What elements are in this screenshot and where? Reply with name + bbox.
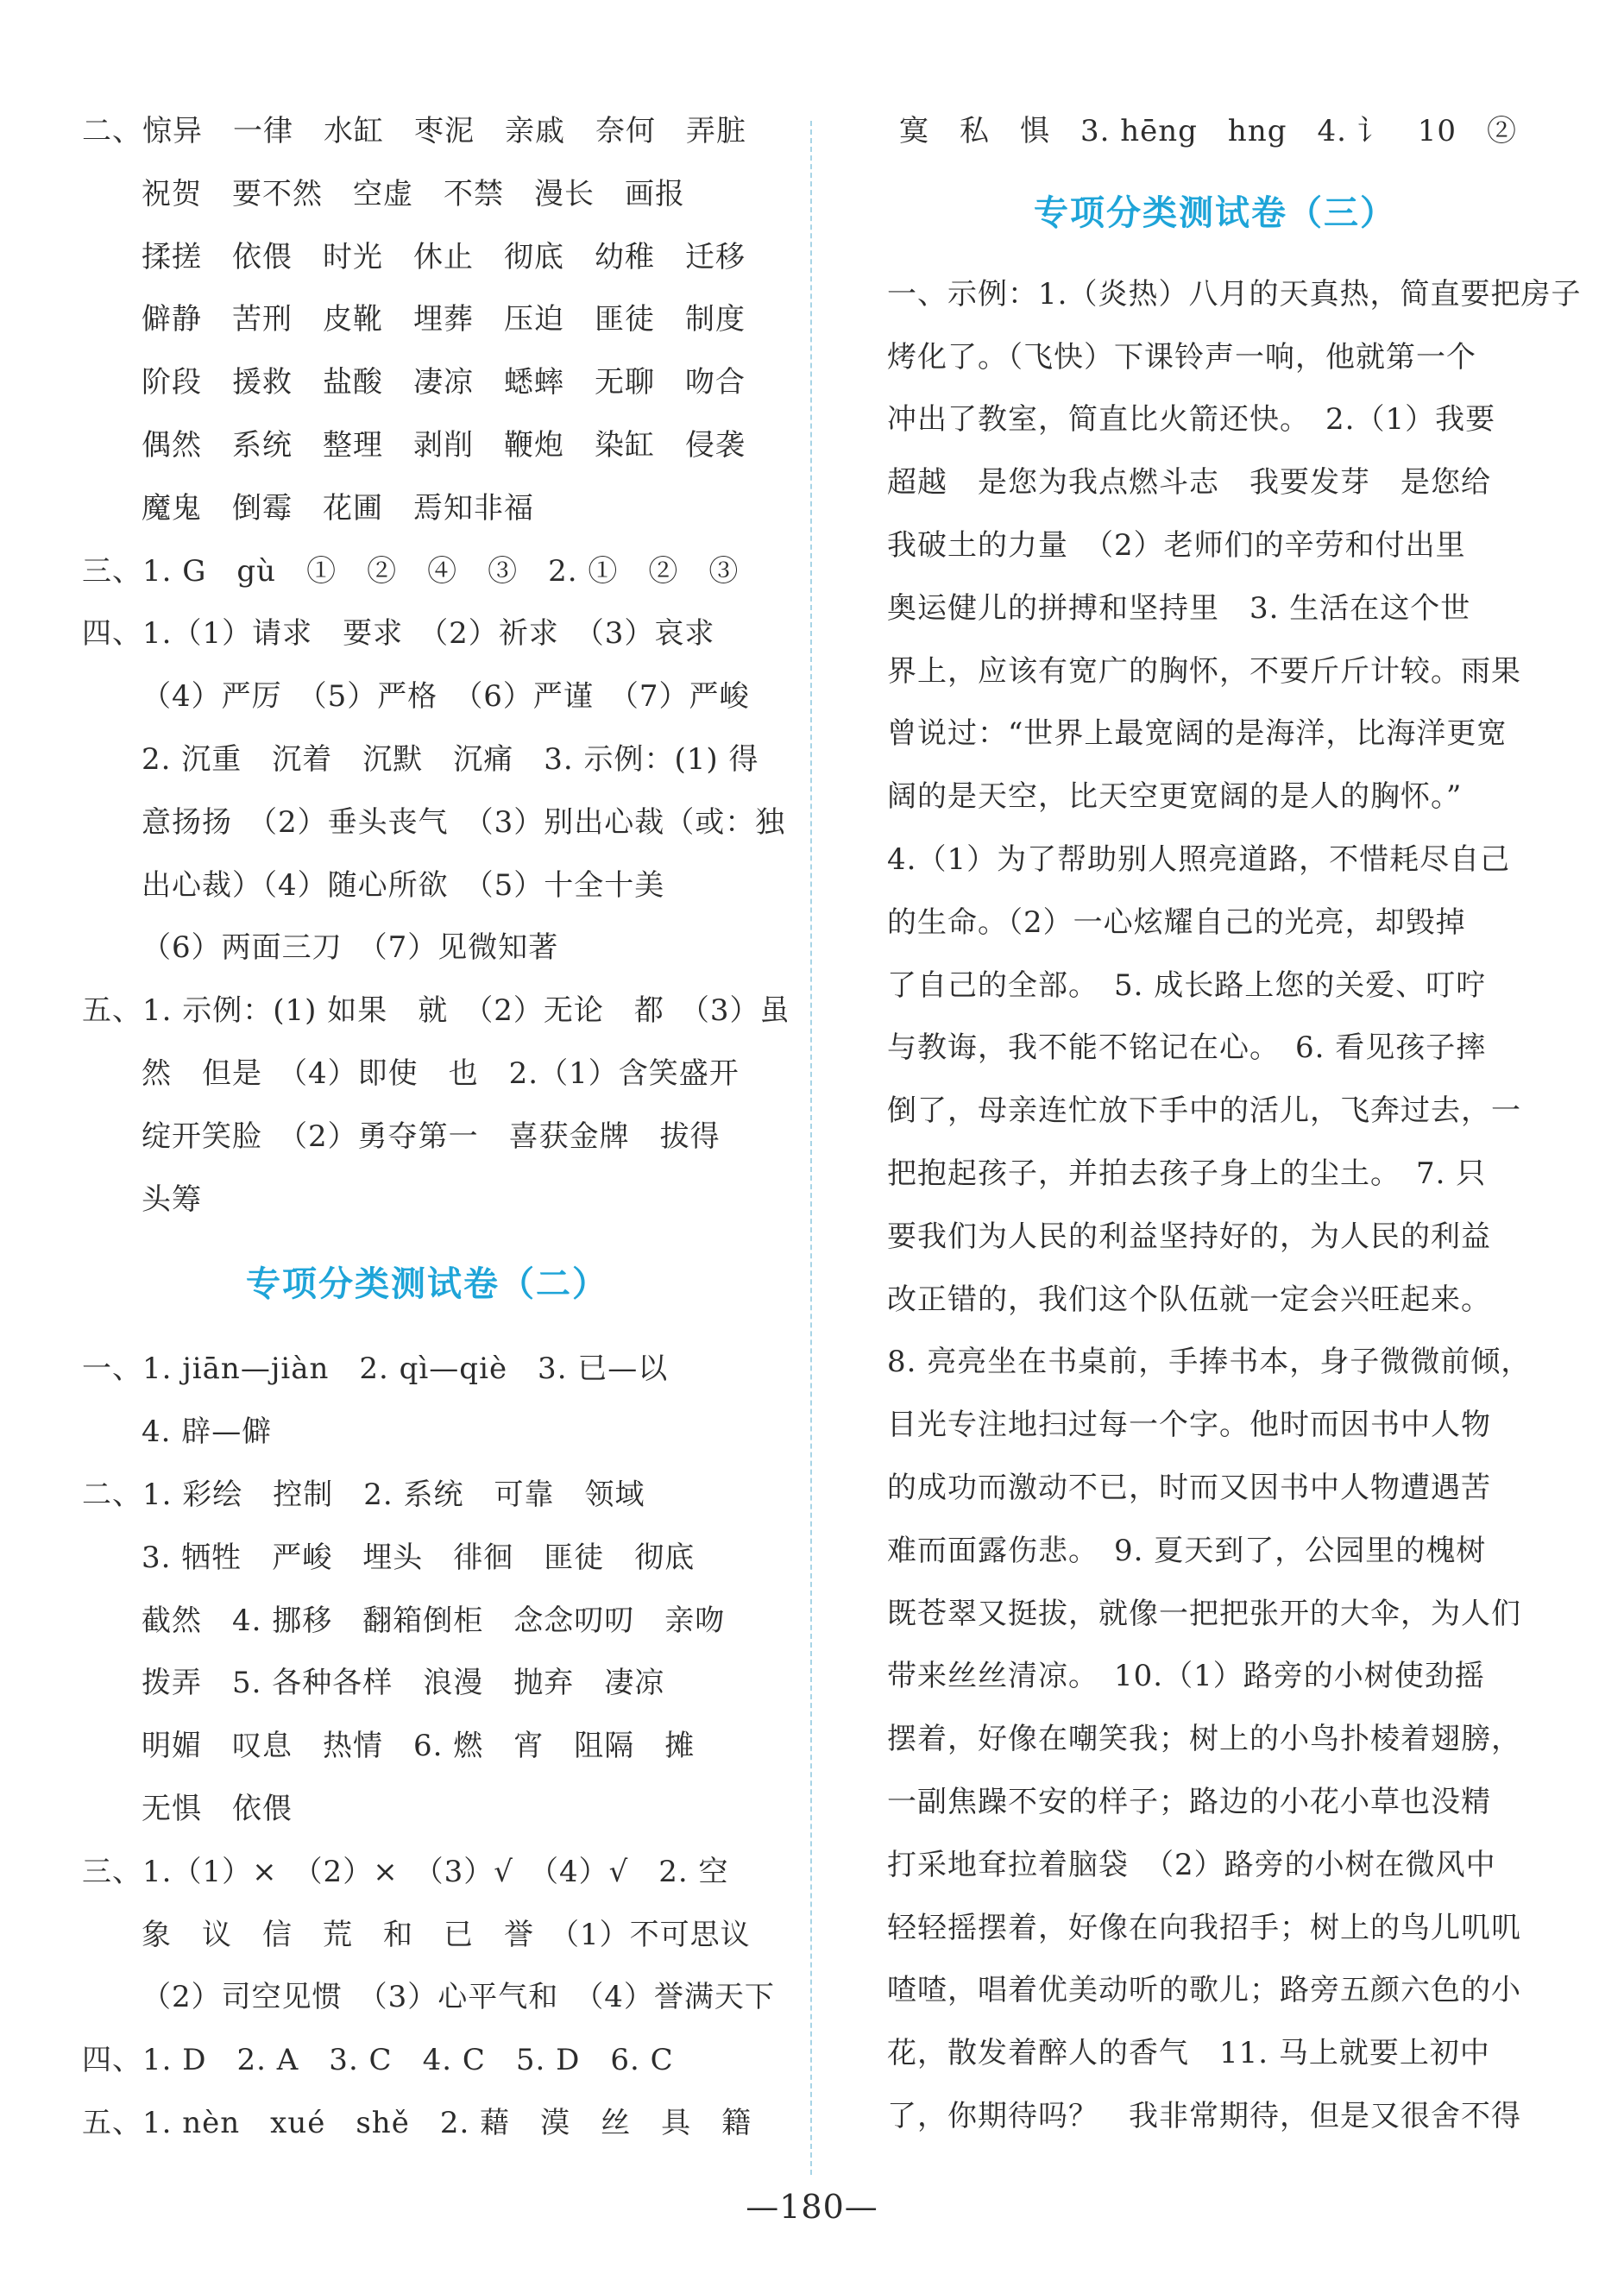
answer-line: 三、1.（1）× （2）× （3）√ （4）√ 2. 空	[82, 1854, 729, 1889]
answer-line: 一、1. jiān—jiàn 2. qì—qiè 3. 已—以	[82, 1352, 669, 1387]
answer-line: 头筹	[142, 1181, 202, 1217]
left-answers-part-1	[82, 100, 790, 1231]
answer-line: 改正错的，我们这个队伍就一定会兴旺起来。	[887, 1282, 1491, 1317]
answer-line: 倒了，母亲连忙放下手中的活儿，飞奔过去，一	[887, 1093, 1521, 1129]
answer-line: 超越 是您为我点燃斗志 我要发芽 是您给	[887, 465, 1491, 501]
answer-line: 4. 辟—僻	[142, 1415, 273, 1450]
answer-line: 与教诲，我不能不铭记在心。 6. 看见孩子摔	[887, 1030, 1487, 1066]
answer-line: 四、1.（1）请求 要求 （2）祈求 （3）哀求	[82, 616, 715, 652]
answer-line: 象 议 信 荒 和 已 誉 （1）不可思议	[142, 1917, 751, 1952]
answer-line: 然 但是 （4）即使 也 2.（1）含笑盛开	[142, 1055, 740, 1091]
answer-line: 摆着，好像在嘲笑我；树上的小鸟扑棱着翅膀，	[887, 1722, 1521, 1757]
answer-line: 阔的是天空，比天空更宽阔的是人的胸怀。”	[887, 779, 1463, 815]
answer-line: 曾说过：“世界上最宽阔的是海洋，比海洋更宽	[887, 716, 1508, 752]
answer-line: 三、1. G gù ① ② ④ ③ 2. ① ② ③	[82, 553, 740, 589]
answer-line: 僻静 苦刑 皮靴 埋葬 压迫 匪徒 制度	[142, 302, 746, 337]
section-heading-2: 专项分类测试卷（二）	[246, 1264, 608, 1305]
answer-line: 绽开笑脸 （2）勇夺第一 喜获金牌 拔得	[142, 1118, 721, 1154]
answer-line: 打采地耷拉着脑袋 （2）路旁的小树在微风中	[887, 1847, 1496, 1882]
answer-line: 把抱起孩子，并拍去孩子身上的尘土。 7. 只	[887, 1156, 1487, 1191]
answer-line: 祝贺 要不然 空虚 不禁 漫长 画报	[142, 176, 685, 211]
answer-line: 4.（1）为了帮助别人照亮道路，不惜耗尽自己	[887, 841, 1511, 877]
answer-line: 阶段 援救 盐酸 凄凉 蟋蟀 无聊 吻合	[142, 365, 746, 400]
answer-line: 轻轻摇摆着，好像在向我招手；树上的鸟儿叽叽	[887, 1910, 1521, 1945]
answer-line: （2）司空见惯 （3）心平气和 （4）誉满天下	[142, 1980, 775, 2015]
answer-line: 既苍翠又挺拔，就像一把把张开的大伞，为人们	[887, 1596, 1521, 1631]
right-top-line: 寞 私 惧 3. hēng hng 4. 讠 10 ②	[899, 114, 1517, 148]
answer-line: 五、1. nèn xué shě 2. 藉 漠 丝 具 籍	[82, 2105, 752, 2140]
answer-line: 的成功而激动不已，时而又因书中人物遭遇苦	[887, 1470, 1491, 1505]
answer-line: 二、1. 彩绘 控制 2. 系统 可靠 领域	[82, 1477, 645, 1512]
page-number: —180—	[746, 2188, 878, 2226]
answer-line: 冲出了教室，简直比火箭还快。 2.（1）我要	[887, 402, 1496, 438]
section-heading-3: 专项分类测试卷（三）	[1034, 192, 1396, 233]
answer-line: 五、1. 示例：(1) 如果 就 （2）无论 都 （3）虽	[82, 993, 790, 1029]
right-answers	[887, 263, 1582, 2148]
answer-line: 了，你期待吗？ 我非常期待，但是又很舍不得	[887, 2098, 1521, 2133]
answer-line: 偶然 系统 整理 剥削 鞭炮 染缸 侵袭	[142, 427, 746, 463]
left-answers-part-2	[82, 1338, 790, 2154]
answer-line: 3. 牺牲 严峻 埋头 徘徊 匪徒 彻底	[142, 1540, 696, 1575]
answer-line: 带来丝丝清凉。 10.（1）路旁的小树使劲摇	[887, 1659, 1485, 1694]
answer-line: 界上，应该有宽广的胸怀，不要斤斤计较。雨果	[887, 653, 1521, 689]
answer-line: 拨弄 5. 各种各样 浪漫 抛弃 凄凉	[142, 1666, 665, 1701]
answer-line: 喳喳，唱着优美动听的歌儿；路旁五颜六色的小	[887, 1973, 1521, 2008]
answer-line: 魔鬼 倒霉 花圃 焉知非福	[142, 490, 534, 526]
answer-line: 一副焦躁不安的样子；路边的小花小草也没精	[887, 1784, 1491, 1819]
answer-line: 8. 亮亮坐在书桌前，手捧书本，身子微微前倾，	[887, 1345, 1532, 1380]
answer-line: 难而面露伤悲。 9. 夏天到了，公园里的槐树	[887, 1533, 1487, 1568]
answer-line: 明媚 叹息 热情 6. 燃 宵 阻隔 摊	[142, 1729, 696, 1764]
answer-line: 的生命。（2）一心炫耀自己的光亮，却毁掉	[887, 904, 1466, 940]
answer-line: 无惧 依偎	[142, 1791, 293, 1826]
answer-line: 一、示例：1.（炎热）八月的天真热，简直要把房子	[887, 276, 1582, 312]
answer-line: 意扬扬 （2）垂头丧气 （3）别出心裁（或：独	[142, 804, 786, 840]
answer-line: （4）严厉 （5）严格 （6）严谨 （7）严峻	[142, 679, 750, 715]
right-column	[887, 100, 1582, 2148]
answer-line: （6）两面三刀 （7）见微知著	[142, 930, 559, 966]
answer-line: 四、1. D 2. A 3. C 4. C 5. D 6. C	[82, 2043, 674, 2078]
answer-line: 揉搓 依偎 时光 休止 彻底 幼稚 迁移	[142, 239, 746, 274]
answer-line: 目光专注地扫过每一个字。他时而因书中人物	[887, 1408, 1491, 1443]
left-column	[82, 100, 790, 2155]
answer-line: 奥运健儿的拼搏和坚持里 3. 生活在这个世	[887, 590, 1471, 626]
answer-line: 要我们为人民的利益坚持好的，为人民的利益	[887, 1219, 1491, 1254]
answer-line: 我破土的力量 （2）老师们的辛劳和付出里	[887, 527, 1466, 563]
column-divider	[810, 121, 812, 2175]
answer-line: 出心裁）（4）随心所欲 （5）十全十美	[142, 867, 665, 903]
answer-line: 花，散发着醉人的香气 11. 马上就要上初中	[887, 2036, 1490, 2071]
answer-line: 2. 沉重 沉着 沉默 沉痛 3. 示例：(1) 得	[142, 741, 759, 777]
answer-line: 了自己的全部。 5. 成长路上您的关爱、叮咛	[887, 967, 1487, 1003]
answer-line: 烤化了。（飞快）下课铃声一响，他就第一个	[887, 339, 1476, 375]
answer-line: 截然 4. 挪移 翻箱倒柜 念念叨叨 亲吻	[142, 1603, 726, 1638]
answer-line: 二、惊异 一律 水缸 枣泥 亲戚 奈何 弄脏	[82, 114, 746, 148]
